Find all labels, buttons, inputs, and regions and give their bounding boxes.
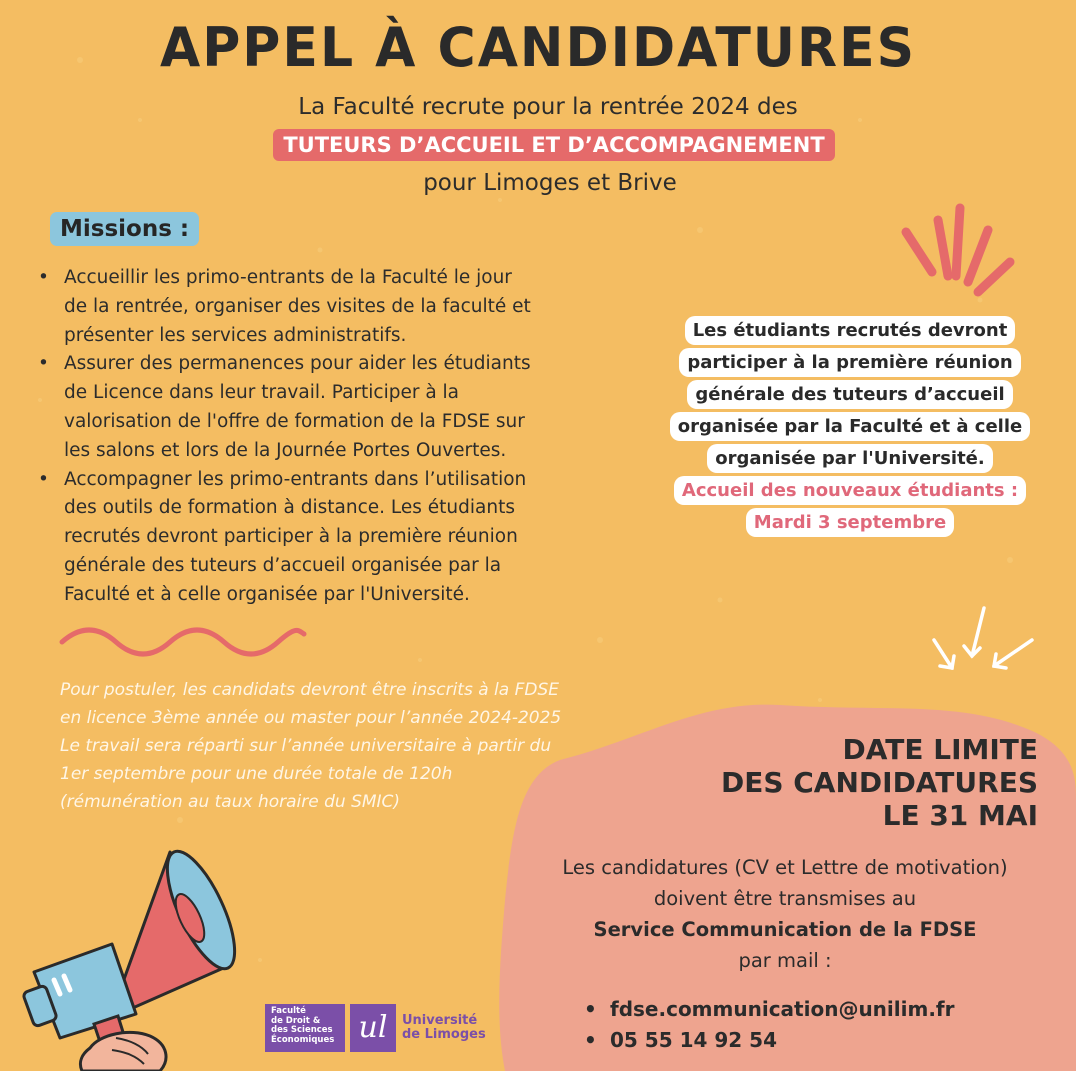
apply-line: Les candidatures (CV et Lettre de motivation) — [562, 856, 1008, 879]
arrows-icon — [922, 604, 1042, 684]
eligibility-line: en licence 3ème année ou master pour l’année 2024-2025 — [60, 708, 562, 728]
contact-item — [584, 1025, 954, 1056]
mission-item — [36, 350, 606, 465]
apply-line: doivent être transmises au — [653, 887, 917, 910]
logo-line: Université — [402, 1013, 478, 1028]
callout-line: Les étudiants recrutés devront — [685, 316, 1016, 345]
mission-line: présenter les services administratifs. — [64, 324, 407, 346]
contact-item — [584, 994, 954, 1025]
mission-line: de Licence dans leur travail. Participer à la — [64, 382, 460, 404]
missions-list — [36, 264, 606, 610]
rays-icon — [892, 200, 1032, 310]
mission-line: de la rentrée, organiser des visites de la faculté et — [64, 295, 531, 317]
apply-line: par mail : — [738, 949, 832, 972]
mission-line: générale des tuteurs d’accueil organisée par la — [64, 554, 502, 576]
deadline-line: DES CANDIDATURES — [720, 766, 1038, 799]
deadline — [721, 733, 1038, 832]
mission-line: Accueillir les primo-entrants de la Faculté le jour — [64, 267, 512, 288]
application-instructions — [520, 852, 1050, 976]
logo-line: Faculté — [271, 1006, 306, 1016]
position-highlight: TUTEURS D’ACCUEIL ET D’ACCOMPAGNEMENT — [273, 129, 834, 161]
bullet-icon: • — [38, 353, 49, 375]
callout-line: générale des tuteurs d’accueil — [687, 380, 1012, 409]
mission-line: Assurer des permanences pour aider les étudiants — [64, 353, 531, 375]
eligibility-line: 1er septembre pour une durée totale de 120h — [60, 764, 453, 784]
megaphone-icon — [20, 848, 260, 1071]
deadline-line: LE 31 MAI — [882, 799, 1038, 832]
subtitle: La Faculté recrute pour la rentrée 2024 des — [298, 94, 798, 120]
bullet-icon: • — [584, 1028, 597, 1052]
meeting-callout — [640, 316, 1060, 540]
university-logo-text — [402, 1014, 486, 1042]
logo-line: des Sciences — [271, 1025, 333, 1035]
contact-email: fdse.communication@unilim.fr — [610, 997, 955, 1021]
eligibility-text — [60, 676, 680, 816]
highlight-row — [0, 129, 1076, 161]
mission-item — [36, 264, 606, 350]
eligibility-line: Pour postuler, les candidats devront être inscrits à la FDSE — [60, 680, 559, 700]
welcome-date-label: Accueil des nouveaux étudiants : — [674, 476, 1026, 505]
mission-line: les salons et lors de la Journée Portes Ouvertes. — [64, 439, 507, 461]
logo-line: de Limoges — [402, 1027, 486, 1042]
mission-line: Faculté et à celle organisée par l'Université. — [64, 583, 470, 605]
mission-line: valorisation de l'offre de formation de la FDSE sur — [64, 410, 525, 432]
fdse-logo — [265, 1004, 345, 1052]
callout-line: organisée par l'Université. — [707, 444, 992, 473]
mission-line: des outils de formation à distance. Les étudiants — [64, 497, 515, 519]
bullet-icon: • — [584, 997, 597, 1021]
mission-line: recrutés devront participer à la première réunion — [64, 526, 518, 548]
wave-divider — [58, 624, 308, 658]
mission-line: Accompagner les primo-entrants dans l’utilisation — [64, 468, 527, 490]
eligibility-line: Le travail sera réparti sur l’année universitaire à partir du — [60, 736, 552, 756]
mission-item — [36, 466, 606, 610]
contact-list — [584, 994, 954, 1056]
university-logo-mark: ul — [350, 1004, 396, 1052]
deadline-line: DATE LIMITE — [842, 733, 1038, 766]
bullet-icon: • — [38, 267, 49, 288]
bullet-icon: • — [38, 468, 49, 490]
logo-line: Économiques — [271, 1034, 335, 1045]
location-subtitle: pour Limoges et Brive — [423, 170, 677, 196]
callout-line: organisée par la Faculté et à celle — [670, 412, 1030, 441]
service-name: Service Communication de la FDSE — [593, 918, 977, 941]
eligibility-line: (rémunération au taux horaire du SMIC) — [60, 792, 401, 812]
contact-phone: 05 55 14 92 54 — [610, 1028, 778, 1052]
missions-label: Missions : — [50, 212, 199, 246]
page-title: APPEL À CANDIDATURES — [159, 16, 917, 80]
callout-line: participer à la première réunion — [679, 348, 1020, 377]
welcome-date: Mardi 3 septembre — [746, 508, 954, 537]
logo-line: de Droit & — [271, 1015, 321, 1026]
